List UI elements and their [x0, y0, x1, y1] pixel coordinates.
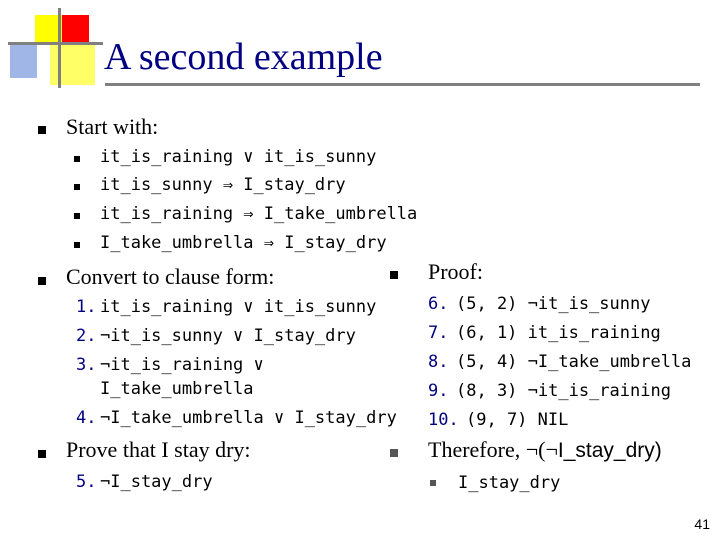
therefore-prefix: Therefore, ¬(¬ — [428, 437, 558, 462]
bullet-icon — [74, 156, 80, 162]
logo-line — [58, 8, 61, 88]
bullet-icon — [430, 480, 436, 486]
clause-text: it_is_raining ∨ it_is_sunny — [100, 297, 377, 317]
logo-square-yellow — [50, 45, 95, 85]
title-underline — [105, 83, 700, 86]
slide-logo — [0, 0, 110, 90]
bullet-icon — [390, 271, 398, 279]
start-item: it_is_sunny ⇒ I_stay_dry — [100, 175, 346, 195]
proof-step-number: 9. — [428, 381, 449, 401]
proof-step-text: (8, 3) ¬it_is_raining — [456, 381, 671, 401]
clause-text: ¬I_stay_dry — [100, 472, 213, 492]
logo-line — [8, 42, 103, 45]
bullet-icon — [74, 213, 80, 219]
bullet-icon — [74, 184, 80, 190]
bullet-icon — [74, 242, 80, 248]
slide-title: A second example — [104, 36, 383, 78]
bullet-icon — [38, 450, 46, 458]
clause-number: 1. — [76, 297, 97, 317]
clause-text: ¬it_is_raining ∨ — [100, 355, 264, 375]
start-item: I_take_umbrella ⇒ I_stay_dry — [100, 233, 387, 253]
proof-label: Proof: — [428, 259, 483, 284]
logo-square-blue — [10, 62, 37, 78]
clause-number: 4. — [76, 408, 97, 428]
bullet-icon — [390, 449, 398, 457]
proof-step-number: 10. — [428, 410, 459, 430]
clause-text-continued: I_take_umbrella — [100, 379, 254, 399]
start-item: it_is_raining ∨ it_is_sunny — [100, 147, 377, 167]
start-item: it_is_raining ⇒ I_take_umbrella — [100, 204, 418, 224]
proof-step-text: (5, 4) ¬I_take_umbrella — [456, 352, 692, 372]
proof-step-number: 6. — [428, 294, 449, 314]
bullet-icon — [38, 126, 46, 134]
therefore-line — [428, 437, 662, 463]
logo-square-red — [62, 15, 89, 45]
conclusion-text: I_stay_dry — [458, 473, 561, 493]
page-number: 41 — [694, 516, 710, 532]
convert-label: Convert to clause form: — [66, 264, 275, 289]
prove-label: Prove that I stay dry: — [66, 437, 251, 462]
clause-text: ¬it_is_sunny ∨ I_stay_dry — [100, 326, 356, 346]
clause-number: 2. — [76, 326, 97, 346]
clause-text: ¬I_take_umbrella ∨ I_stay_dry — [100, 408, 397, 428]
start-label: Start with: — [66, 114, 159, 139]
proof-step-text: (9, 7) NIL — [466, 410, 569, 430]
clause-number: 3. — [76, 355, 97, 375]
bullet-icon — [38, 277, 46, 285]
logo-square-blue — [10, 45, 37, 62]
therefore-term: I_stay_dry) — [557, 439, 662, 462]
proof-step-number: 7. — [428, 323, 449, 343]
proof-step-text: (6, 1) it_is_raining — [456, 323, 661, 343]
proof-step-text: (5, 2) ¬it_is_sunny — [456, 294, 651, 314]
proof-step-number: 8. — [428, 352, 449, 372]
clause-number: 5. — [76, 472, 97, 492]
